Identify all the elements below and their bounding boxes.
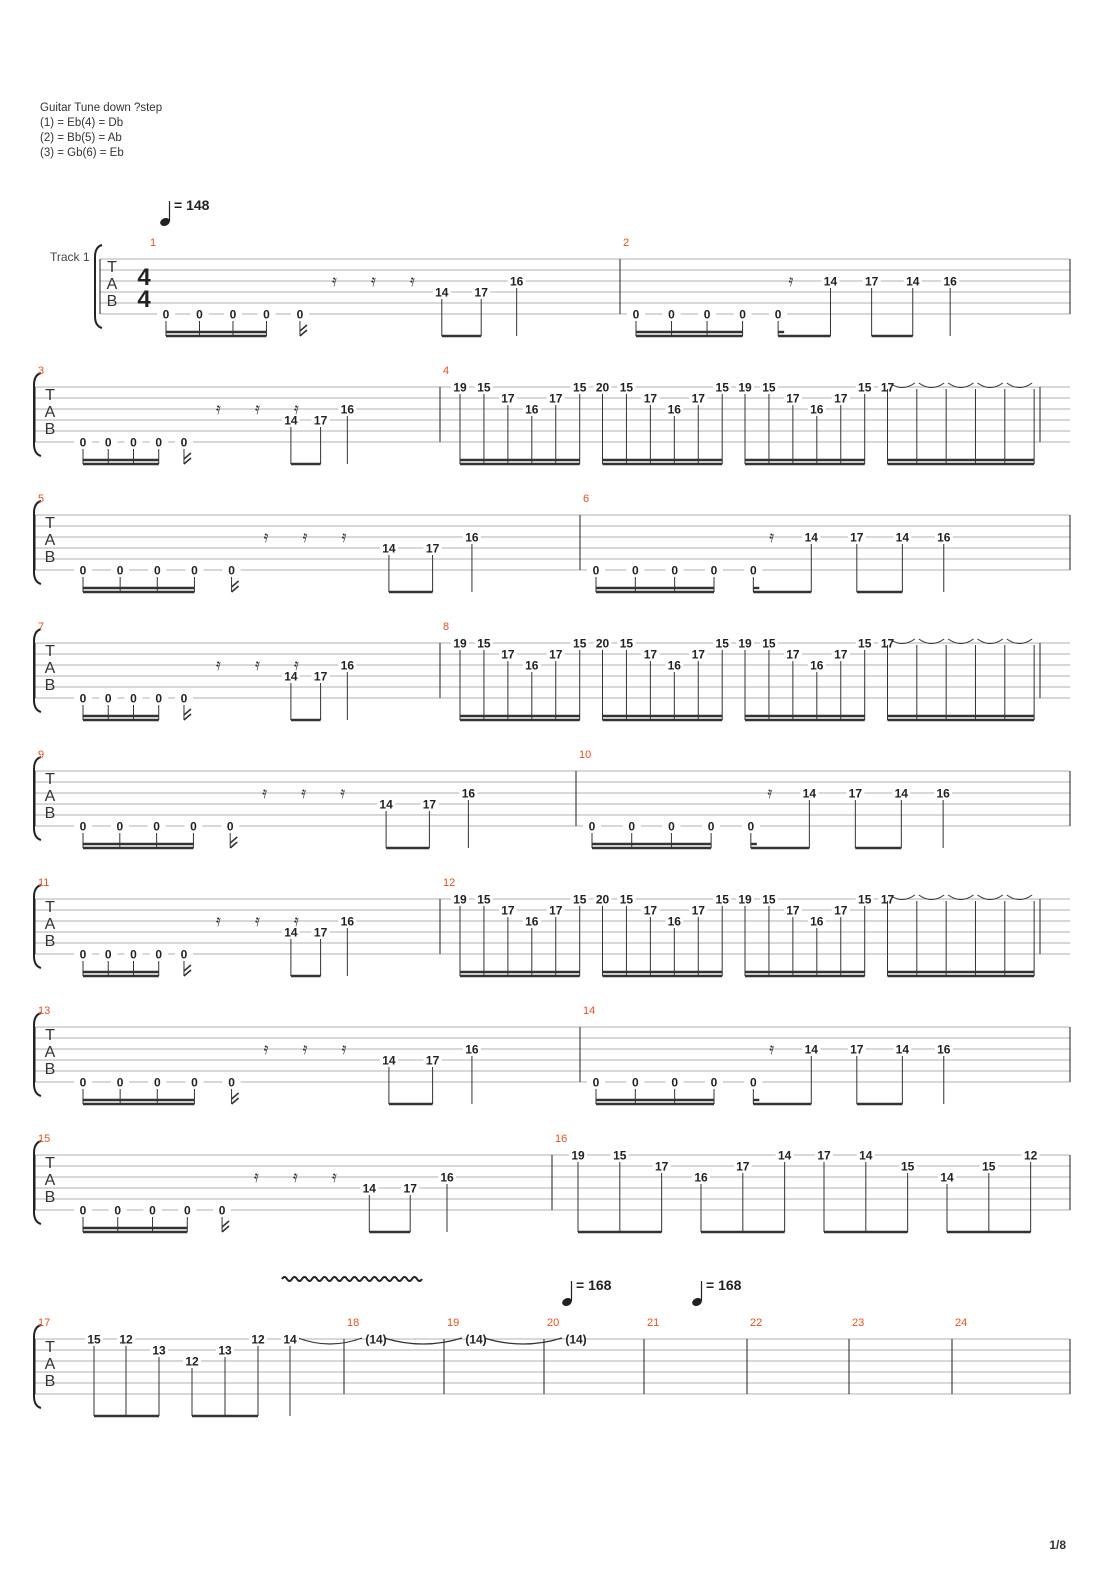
fret-number: 16 (943, 274, 957, 289)
fret-number: 14 (777, 1148, 792, 1163)
tab-clef-letter: A (106, 276, 118, 293)
fret-number: 16 (340, 402, 355, 417)
tab-clef-letter: A (44, 1044, 56, 1061)
fret-number: 14 (284, 413, 298, 428)
fret-number: 17 (643, 647, 658, 662)
tab-clef-letter: T (107, 259, 117, 276)
measure-1 (150, 237, 526, 336)
fret-number: 17 (850, 530, 864, 545)
fret-number: 0 (228, 1075, 235, 1090)
fret-number: 14 (362, 1181, 376, 1196)
tab-clef-letter: A (44, 660, 56, 677)
measure-8 (443, 621, 1034, 720)
fret-number: 0 (703, 307, 711, 322)
fret-number: 19 (571, 1148, 585, 1163)
tempo-value: = 148 (174, 197, 210, 213)
measure-number: 3 (38, 365, 45, 377)
fret-number: 17 (834, 903, 848, 918)
fret-number: 17 (654, 1159, 669, 1174)
measure-6 (583, 493, 953, 592)
fret-number: 14 (895, 1042, 910, 1057)
tab-clef-letter: A (44, 788, 56, 805)
fret-number: 15 (477, 892, 491, 907)
fret-number: 16 (810, 914, 824, 929)
tempo-marking (691, 1277, 742, 1307)
fret-number: 0 (162, 307, 170, 322)
tab-clef-letter: T (45, 1027, 55, 1044)
fret-number: 17 (501, 903, 515, 918)
fret-number: 14 (895, 530, 910, 545)
fret-number: 17 (422, 797, 437, 812)
sixteenth-rest-icon: 𝄿 (262, 783, 268, 802)
fret-number: 0 (588, 819, 596, 834)
tuning-line: Guitar Tune down ?step (40, 102, 163, 114)
tuning-line: (2) = Bb(5) = Ab (40, 132, 122, 144)
fret-number: 12 (1023, 1148, 1038, 1163)
fret-number: 0 (130, 947, 137, 962)
fret-number: 0 (263, 307, 270, 322)
fret-number: 0 (155, 947, 163, 962)
fret-number: 17 (549, 647, 563, 662)
vibrato-icon (282, 1277, 422, 1281)
staff-system (34, 1277, 1070, 1408)
fret-number: 17 (474, 285, 488, 300)
sixteenth-rest-icon: 𝄿 (331, 271, 337, 290)
fret-number: 0 (104, 691, 112, 706)
fret-number: 14 (284, 669, 298, 684)
measure-number: 10 (579, 749, 592, 761)
fret-number: 17 (403, 1181, 417, 1196)
fret-number: 0 (180, 691, 188, 706)
fret-number: 16 (509, 274, 524, 289)
sixteenth-rest-icon: 𝄿 (215, 911, 221, 930)
fret-number: 16 (936, 786, 950, 801)
fret-number: 0 (774, 307, 782, 322)
fret-number: 0 (228, 563, 235, 578)
fret-number: 15 (858, 636, 872, 651)
fret-number: 0 (79, 563, 87, 578)
measure-number: 7 (38, 621, 45, 633)
fret-number: 19 (738, 636, 752, 651)
measure-number: 21 (647, 1317, 660, 1329)
fret-number: 15 (715, 636, 729, 651)
measure-17 (38, 1317, 299, 1416)
fret-number: 14 (940, 1170, 954, 1185)
fret-number: 16 (694, 1170, 708, 1185)
fret-number: 0 (749, 563, 757, 578)
fret-number: 0 (628, 819, 636, 834)
fret-number: 17 (880, 636, 895, 651)
fret-number: 0 (739, 307, 746, 322)
fret-number: 16 (525, 402, 539, 417)
fret-number: 0 (707, 819, 715, 834)
fret-number: 17 (501, 391, 515, 406)
measure-number: 14 (583, 1005, 596, 1017)
fret-number: 15 (762, 380, 776, 395)
measure-number: 22 (750, 1317, 763, 1329)
fret-number: 15 (619, 636, 634, 651)
fret-number: 17 (880, 380, 895, 395)
tab-clef-letter: B (44, 1189, 56, 1206)
fret-number: 17 (786, 391, 800, 406)
fret-number: 15 (477, 636, 491, 651)
fret-number: 14 (284, 925, 298, 940)
fret-number: 12 (185, 1354, 199, 1369)
sixteenth-rest-icon: 𝄿 (254, 911, 260, 930)
fret-number: 19 (453, 892, 467, 907)
fret-number: (14) (465, 1332, 487, 1347)
measure-20 (547, 1317, 587, 1347)
fret-number: 0 (671, 563, 679, 578)
fret-number: 17 (850, 1042, 864, 1057)
measure-number: 1 (150, 237, 157, 249)
fret-number: 0 (153, 563, 161, 578)
fret-number: 0 (631, 563, 639, 578)
fret-number: 0 (668, 307, 675, 322)
tab-clef-letter: B (44, 549, 56, 566)
fret-number: (14) (365, 1332, 387, 1347)
measure-12 (443, 877, 1034, 976)
measure-13 (38, 1005, 481, 1104)
fret-number: 16 (810, 658, 824, 673)
tab-clef-letter: B (44, 677, 56, 694)
fret-number: 0 (79, 1203, 87, 1218)
tab-clef-letter: B (44, 805, 56, 822)
tab-clef-letter: A (44, 1356, 56, 1373)
fret-number: 0 (592, 1075, 600, 1090)
fret-number: 16 (465, 1042, 479, 1057)
fret-number: 17 (736, 1159, 750, 1174)
fret-number: 0 (79, 947, 87, 962)
fret-number: 13 (152, 1343, 166, 1358)
fret-number: 15 (715, 380, 729, 395)
measure-number: 17 (38, 1317, 51, 1329)
fret-number: 0 (130, 691, 137, 706)
sixteenth-rest-icon: 𝄿 (293, 399, 299, 418)
fret-number: 0 (190, 819, 197, 834)
sixteenth-rest-icon: 𝄿 (409, 271, 415, 290)
fret-number: 15 (762, 636, 776, 651)
fret-number: 15 (858, 892, 872, 907)
fret-number: 15 (573, 636, 587, 651)
fret-number: 15 (573, 380, 587, 395)
measure-number: 16 (555, 1133, 568, 1145)
fret-number: 0 (671, 1075, 679, 1090)
measure-2 (623, 237, 959, 336)
fret-number: 0 (153, 819, 160, 834)
tab-clef-letter: T (45, 1339, 55, 1356)
tab-clef-letter: A (44, 404, 56, 421)
fret-number: 17 (834, 647, 848, 662)
tab-clef-letter: A (44, 1172, 56, 1189)
measure-22 (750, 1317, 762, 1329)
fret-number: 0 (218, 1203, 226, 1218)
fret-number: 0 (592, 563, 600, 578)
sixteenth-rest-icon: 𝄿 (332, 1167, 337, 1186)
tempo-marking (561, 1277, 612, 1307)
measure-4 (443, 365, 1034, 464)
fret-number: 0 (116, 819, 124, 834)
system-bracket (95, 245, 102, 328)
sixteenth-rest-icon: 𝄿 (254, 655, 260, 674)
measure-number: 23 (852, 1317, 865, 1329)
measure-18 (347, 1317, 387, 1347)
fret-number: 0 (229, 307, 237, 322)
fret-number: 17 (643, 391, 658, 406)
measure-23 (852, 1317, 864, 1329)
measure-number: 2 (623, 237, 630, 249)
measure-number: 4 (443, 365, 450, 377)
measure-number: 24 (955, 1317, 968, 1329)
fret-number: 0 (149, 1203, 156, 1218)
tempo-value: = 168 (706, 1277, 742, 1293)
fret-number: 0 (226, 819, 234, 834)
fret-number: 14 (435, 285, 449, 300)
fret-number: 16 (440, 1170, 454, 1185)
sixteenth-rest-icon: 𝄿 (254, 399, 260, 418)
tab-clef-letter: T (45, 899, 55, 916)
fret-number: 0 (632, 307, 640, 322)
sixteenth-rest-icon: 𝄿 (301, 783, 307, 802)
fret-number: 13 (218, 1343, 232, 1358)
fret-number: 17 (786, 647, 800, 662)
fret-number: 0 (116, 1075, 124, 1090)
tab-clef-letter: T (45, 1155, 55, 1172)
fret-number: 0 (180, 435, 188, 450)
fret-number: 20 (595, 636, 610, 651)
fret-number: 0 (183, 1203, 191, 1218)
sixteenth-rest-icon: 𝄿 (341, 527, 347, 546)
measure-number: 15 (38, 1133, 51, 1145)
tab-clef-letter: B (44, 933, 56, 950)
fret-number: 19 (453, 636, 467, 651)
measure-number: 13 (38, 1005, 51, 1017)
fret-number: 14 (802, 786, 817, 801)
sixteenth-rest-icon: 𝄿 (263, 1039, 269, 1058)
fret-number: 15 (477, 380, 491, 395)
sixteenth-rest-icon: 𝄿 (341, 1039, 347, 1058)
fret-number: 0 (631, 1075, 639, 1090)
fret-number: 17 (549, 903, 563, 918)
sixteenth-rest-icon: 𝄿 (302, 527, 308, 546)
fret-number: 0 (747, 819, 755, 834)
tab-clef-letter: B (106, 293, 118, 310)
measure-number: 5 (38, 493, 45, 505)
fret-number: 19 (738, 892, 752, 907)
fret-number: 17 (425, 541, 440, 556)
fret-number: 16 (525, 658, 539, 673)
fret-number: 0 (153, 1075, 161, 1090)
fret-number: 0 (296, 307, 304, 322)
fret-number: 15 (573, 892, 587, 907)
measure-21 (647, 1317, 659, 1329)
fret-number: 17 (313, 413, 328, 428)
tuning-line: (3) = Gb(6) = Eb (40, 147, 124, 159)
measure-16 (555, 1133, 1040, 1232)
fret-number: 15 (900, 1159, 915, 1174)
fret-number: 0 (116, 563, 124, 578)
tab-clef-letter: T (45, 643, 55, 660)
tab-clef-letter: B (44, 421, 56, 438)
sixteenth-rest-icon: 𝄿 (215, 399, 221, 418)
fret-number: 16 (667, 914, 681, 929)
fret-number: 19 (453, 380, 467, 395)
fret-number: 0 (130, 435, 137, 450)
measure-3 (38, 365, 356, 464)
fret-number: 0 (191, 563, 198, 578)
sixteenth-rest-icon: 𝄿 (767, 783, 773, 802)
measure-7 (38, 621, 356, 720)
tempo-marking (159, 197, 210, 227)
sixteenth-rest-icon: 𝄿 (254, 1167, 259, 1186)
fret-number: 20 (595, 892, 610, 907)
fret-number: 15 (87, 1332, 101, 1347)
fret-number: 0 (79, 1075, 87, 1090)
fret-number: 14 (823, 274, 838, 289)
fret-number: 17 (864, 274, 879, 289)
fret-number: 17 (501, 647, 515, 662)
tempo-value: = 168 (576, 1277, 612, 1293)
fret-number: 14 (894, 786, 908, 801)
fret-number: 15 (619, 892, 634, 907)
fret-number: 15 (982, 1159, 996, 1174)
fret-number: 0 (79, 691, 87, 706)
measure-5 (38, 493, 481, 592)
tab-clef-letter: B (44, 1061, 56, 1078)
fret-number: 14 (859, 1148, 873, 1163)
fret-number: 16 (525, 914, 539, 929)
measure-number: 18 (347, 1317, 360, 1329)
fret-number: 14 (804, 1042, 818, 1057)
time-signature-top: 4 (137, 264, 151, 291)
fret-number: 0 (710, 1075, 718, 1090)
measure-number: 20 (547, 1317, 560, 1329)
fret-number: 0 (749, 1075, 757, 1090)
fret-number: 20 (595, 380, 610, 395)
fret-number: 16 (937, 530, 951, 545)
fret-number: 0 (104, 435, 112, 450)
sixteenth-rest-icon: 𝄿 (340, 783, 346, 802)
sixteenth-rest-icon: 𝄿 (769, 527, 775, 546)
fret-number: 17 (313, 669, 328, 684)
fret-number: 16 (810, 402, 824, 417)
measure-number: 12 (443, 877, 456, 889)
fret-number: 15 (613, 1148, 627, 1163)
fret-number: 17 (313, 925, 328, 940)
fret-number: 0 (155, 691, 163, 706)
fret-number: 15 (762, 892, 776, 907)
fret-number: 14 (382, 541, 396, 556)
sixteenth-rest-icon: 𝄿 (788, 271, 794, 290)
sixteenth-rest-icon: 𝄿 (293, 655, 299, 674)
fret-number: 0 (196, 307, 203, 322)
fret-number: 17 (817, 1148, 831, 1163)
fret-number: 17 (834, 391, 848, 406)
fret-number: 17 (848, 786, 863, 801)
fret-number: 12 (119, 1332, 133, 1347)
page-number: 1/8 (1049, 1538, 1066, 1552)
measure-19 (447, 1317, 487, 1347)
measure-9 (38, 749, 477, 848)
sixteenth-rest-icon: 𝄿 (302, 1039, 308, 1058)
fret-number: 15 (858, 380, 872, 395)
fret-number: (14) (565, 1332, 587, 1347)
fret-number: 17 (691, 903, 705, 918)
measure-15 (38, 1133, 456, 1232)
measure-number: 11 (38, 877, 50, 889)
fret-number: 0 (79, 819, 87, 834)
tuning-line: (1) = Eb(4) = Db (40, 117, 124, 129)
tab-clef-letter: A (44, 916, 56, 933)
fret-number: 14 (283, 1332, 297, 1347)
measure-number: 8 (443, 621, 450, 633)
measure-24 (955, 1317, 967, 1329)
fret-number: 14 (379, 797, 393, 812)
fret-number: 17 (786, 903, 800, 918)
fret-number: 16 (465, 530, 479, 545)
fret-number: 15 (715, 892, 729, 907)
measure-number: 9 (38, 749, 45, 761)
track-label: Track 1 (50, 250, 90, 264)
tab-clef-letter: T (45, 387, 55, 404)
fret-number: 16 (340, 914, 355, 929)
measure-11 (38, 877, 356, 976)
fret-number: 17 (425, 1053, 440, 1068)
fret-number: 19 (738, 380, 752, 395)
fret-number: 16 (667, 402, 681, 417)
measure-number: 19 (447, 1317, 460, 1329)
fret-number: 0 (710, 563, 718, 578)
fret-number: 16 (667, 658, 681, 673)
time-signature-bottom: 4 (137, 286, 151, 313)
fret-number: 17 (880, 892, 895, 907)
measure-10 (579, 749, 952, 848)
sixteenth-rest-icon: 𝄿 (263, 527, 269, 546)
fret-number: 15 (619, 380, 634, 395)
fret-number: 16 (461, 786, 476, 801)
fret-number: 17 (643, 903, 658, 918)
fret-number: 0 (104, 947, 112, 962)
sixteenth-rest-icon: 𝄿 (293, 1167, 298, 1186)
measure-14 (583, 1005, 953, 1104)
fret-number: 17 (549, 391, 563, 406)
fret-number: 14 (906, 274, 920, 289)
fret-number: 0 (180, 947, 188, 962)
fret-number: 17 (691, 391, 705, 406)
fret-number: 0 (191, 1075, 198, 1090)
fret-number: 12 (251, 1332, 265, 1347)
fret-number: 0 (79, 435, 87, 450)
measure-number: 6 (583, 493, 590, 505)
tab-clef-letter: T (45, 515, 55, 532)
fret-number: 14 (804, 530, 818, 545)
fret-number: 16 (340, 658, 355, 673)
tab-clef-letter: T (45, 771, 55, 788)
fret-number: 0 (114, 1203, 122, 1218)
fret-number: 0 (668, 819, 675, 834)
fret-number: 14 (382, 1053, 396, 1068)
sixteenth-rest-icon: 𝄿 (769, 1039, 775, 1058)
fret-number: 0 (155, 435, 163, 450)
tab-clef-letter: A (44, 532, 56, 549)
fret-number: 16 (937, 1042, 951, 1057)
sixteenth-rest-icon: 𝄿 (215, 655, 221, 674)
fret-number: 17 (691, 647, 705, 662)
sixteenth-rest-icon: 𝄿 (293, 911, 299, 930)
tab-clef-letter: B (44, 1373, 56, 1390)
sixteenth-rest-icon: 𝄿 (370, 271, 376, 290)
